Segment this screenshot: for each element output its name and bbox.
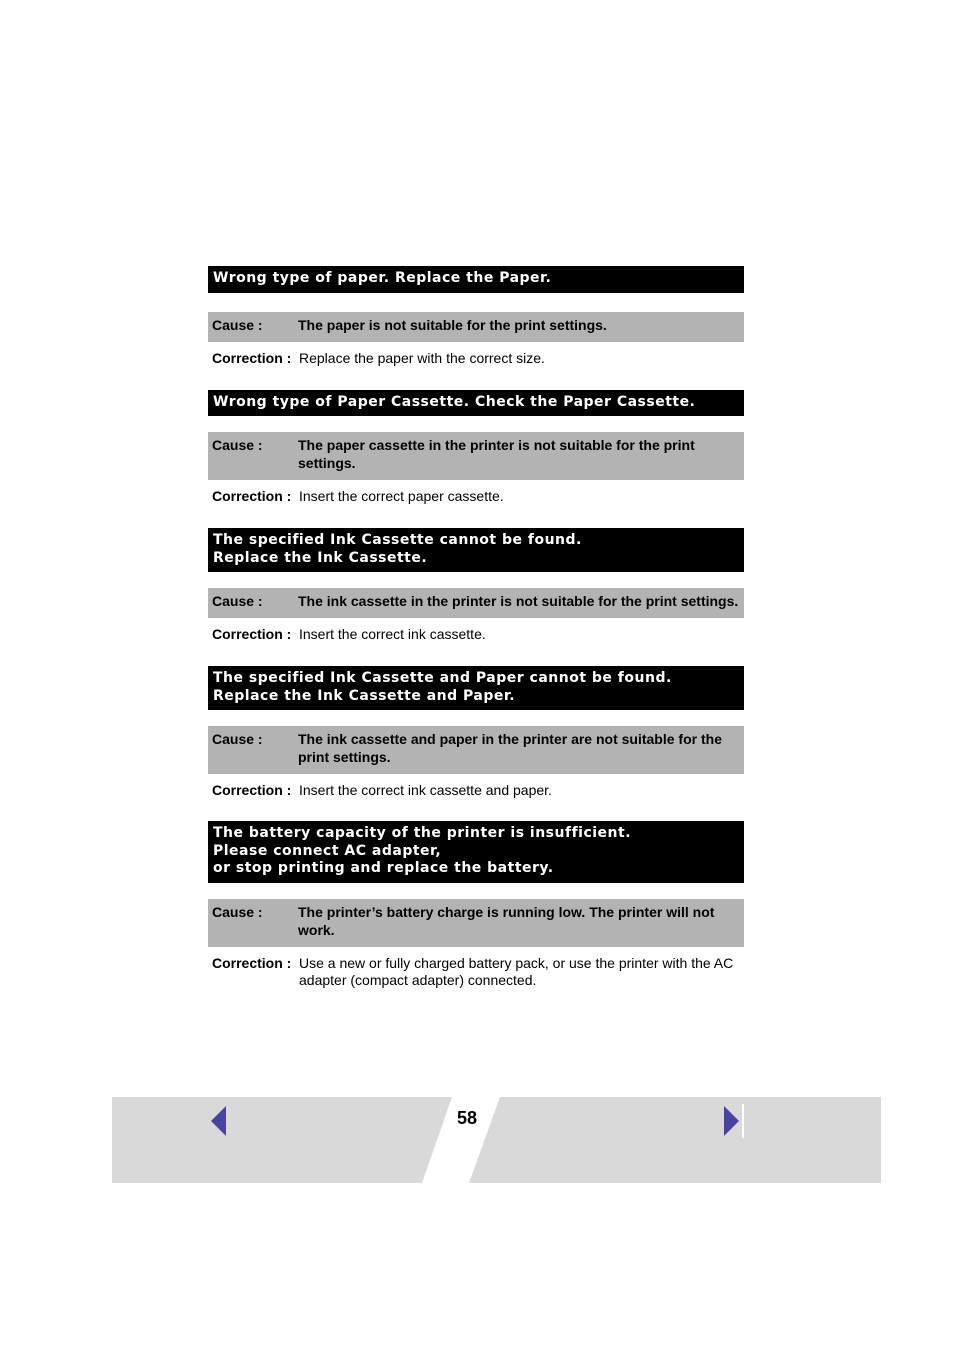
correction-label: Correction : <box>212 782 292 798</box>
error-entry <box>208 666 744 799</box>
error-message-line: Please connect AC adapter, <box>213 842 442 859</box>
right-triangle-arrow-icon <box>720 1104 744 1138</box>
correction-row <box>208 782 744 799</box>
cause-row <box>208 588 744 618</box>
error-message-line: Wrong type of paper. Replace the Paper. <box>213 270 552 286</box>
cause-text: The paper cassette in the printer is not suitable for the print settings. <box>298 437 695 471</box>
page-number: 58 <box>456 1108 478 1128</box>
correction-text: Insert the correct ink cassette. <box>299 626 486 642</box>
correction-text: Insert the correct paper cassette. <box>299 488 504 504</box>
cause-text: The ink cassette and paper in the printer are not suitable for the print settings. <box>298 731 722 765</box>
correction-row <box>208 350 744 367</box>
correction-text: Insert the correct ink cassette and paper. <box>299 782 552 798</box>
error-message-line: Replace the Ink Cassette and Paper. <box>213 687 516 704</box>
error-message-line: The specified Ink Cassette and Paper cannot be found. <box>213 670 672 686</box>
error-message-line: The battery capacity of the printer is insufficient. <box>213 825 632 841</box>
cause-row <box>208 726 744 774</box>
error-entry <box>208 528 744 643</box>
error-message-banner <box>208 666 744 710</box>
cause-label: Cause : <box>212 316 263 333</box>
correction-row <box>208 955 744 989</box>
footer-right-panel <box>469 1097 881 1183</box>
error-message-line: The specified Ink Cassette cannot be found. <box>213 532 582 548</box>
error-message-line: Replace the Ink Cassette. <box>213 549 428 566</box>
cause-label: Cause : <box>212 593 263 609</box>
cause-label: Cause : <box>212 903 263 920</box>
footer-left-panel <box>112 1097 452 1183</box>
error-entry <box>208 266 744 367</box>
cause-label: Cause : <box>212 731 263 747</box>
correction-text: Use a new or fully charged battery pack, or use the printer with the AC adapter (compact adapter) connected. <box>299 954 734 988</box>
correction-label: Correction : <box>212 349 292 366</box>
left-triangle-arrow-icon <box>206 1104 230 1138</box>
error-message-banner <box>208 821 744 883</box>
error-entry <box>208 821 744 989</box>
error-message-banner <box>208 266 744 293</box>
next-page-button[interactable] <box>720 1104 744 1138</box>
correction-label: Correction : <box>212 954 292 971</box>
error-message-banner <box>208 390 744 417</box>
cause-row <box>208 312 744 342</box>
correction-label: Correction : <box>212 488 292 504</box>
troubleshooting-list <box>208 266 744 989</box>
cause-row <box>208 899 744 947</box>
cause-text: The paper is not suitable for the print settings. <box>298 316 607 333</box>
error-message-line: or stop printing and replace the battery. <box>213 860 554 876</box>
cause-text: The printer’s battery charge is running low. The printer will not work. <box>298 903 715 938</box>
correction-text: Replace the paper with the correct size. <box>299 349 545 366</box>
cause-text: The ink cassette in the printer is not suitable for the print settings. <box>298 593 739 609</box>
error-message-line: Wrong type of Paper Cassette. Check the Paper Cassette. <box>213 393 696 410</box>
error-entry <box>208 390 744 506</box>
cause-label: Cause : <box>212 437 263 453</box>
error-message-banner <box>208 528 744 572</box>
correction-label: Correction : <box>212 626 292 642</box>
cause-row <box>208 432 744 480</box>
correction-row <box>208 488 744 505</box>
previous-page-button[interactable] <box>206 1104 230 1138</box>
correction-row <box>208 626 744 643</box>
